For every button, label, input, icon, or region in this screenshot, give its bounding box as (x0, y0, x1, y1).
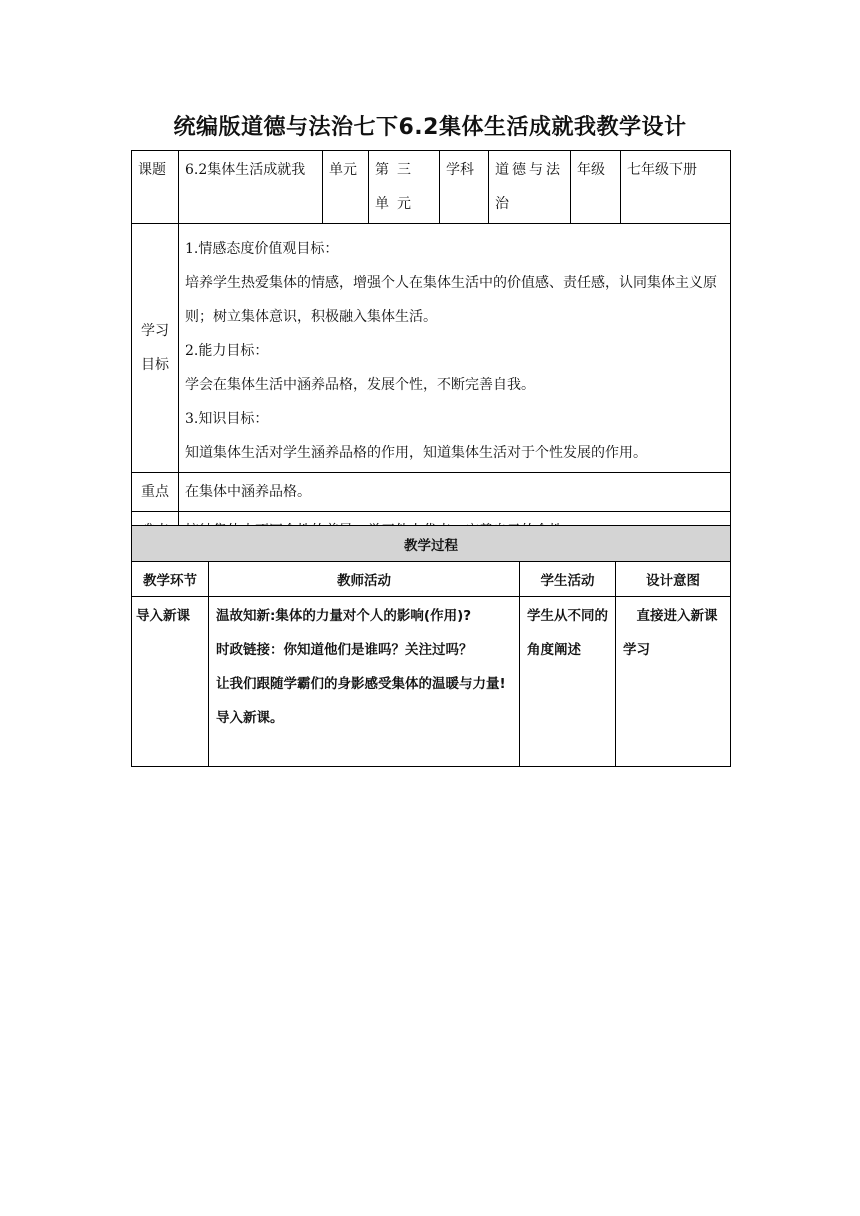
objective-line: 3.知识目标： (185, 411, 269, 427)
subject-label: 学科 (440, 151, 489, 224)
objective-line: 培养学生热爱集体的情感，增强个人在集体生活中的价值感、责任感，认同集体主义原则；树立集体意识，积极融入集体生活。 (185, 275, 717, 325)
teacher-activity-line: 导入新课。 (216, 710, 284, 726)
objective-line: 1.情感态度价值观目标： (185, 241, 339, 257)
topic-value: 6.2集体生活成就我 (179, 151, 323, 224)
unit-label: 单元 (323, 151, 369, 224)
column-header: 教师活动 (209, 562, 520, 597)
objective-line: 2.能力目标： (185, 343, 269, 359)
section-header-row (132, 526, 731, 562)
subject-value: 道德与法治 (489, 151, 571, 224)
topic-label: 课题 (132, 151, 179, 224)
teacher-activity-line: 时政链接：你知道他们是谁吗？关注过吗？ (216, 642, 473, 658)
design-intent-cell: 直接进入新课学习 (616, 597, 731, 767)
column-header: 设计意图 (616, 562, 731, 597)
unit-value: 第三单元 (369, 151, 440, 224)
teacher-activity-cell (209, 597, 520, 767)
objective-line: 知道集体生活对学生涵养品格的作用，知道集体生活对于个性发展的作用。 (185, 445, 647, 461)
student-activity-cell: 学生从不同的角度阐述 (520, 597, 616, 767)
stage-cell: 导入新课 (132, 597, 209, 767)
teacher-activity-line: 温故知新:集体的力量对个人的影响(作用)? (216, 608, 472, 624)
lesson-info-table (131, 150, 731, 551)
grade-label: 年级 (571, 151, 621, 224)
column-header: 教学环节 (132, 562, 209, 597)
document-title: 统编版道德与法治七下6.2集体生活成就我教学设计 (173, 115, 687, 140)
table-row (132, 597, 731, 767)
column-header: 学生活动 (520, 562, 616, 597)
key-point-row (132, 473, 731, 512)
objectives-content (179, 224, 731, 473)
section-title: 教学过程 (132, 526, 731, 562)
grade-value: 七年级下册 (621, 151, 731, 224)
key-point-label: 重点 (132, 473, 179, 512)
teaching-process-table (131, 525, 731, 767)
objective-line: 学会在集体生活中涵养品格，发展个性，不断完善自我。 (185, 377, 535, 393)
objectives-label: 学习目标 (132, 224, 179, 473)
column-header-row (132, 562, 731, 597)
info-row (132, 151, 731, 224)
key-point-value: 在集体中涵养品格。 (179, 473, 731, 512)
objectives-row (132, 224, 731, 473)
teacher-activity-line: 让我们跟随学霸们的身影感受集体的温暖与力量! (216, 676, 506, 692)
